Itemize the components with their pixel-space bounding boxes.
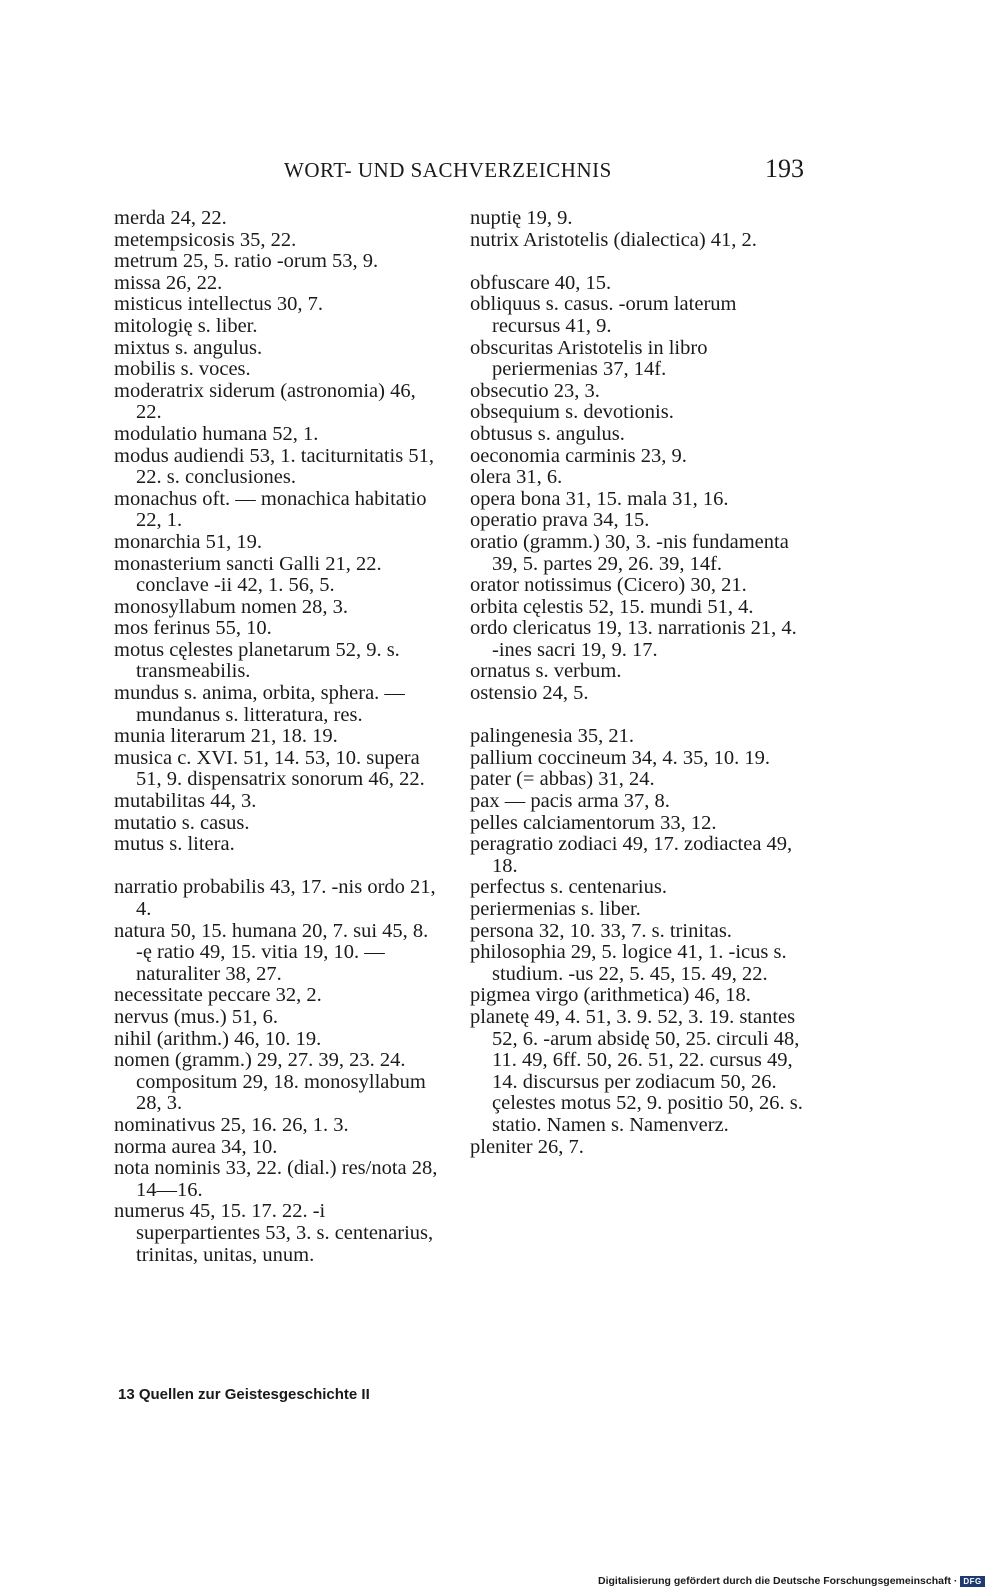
index-entry: obsecutio 23, 3. bbox=[470, 379, 600, 402]
index-column-left bbox=[114, 208, 446, 1266]
dfg-logo: DFG bbox=[960, 1576, 984, 1587]
index-entry: olera 31, 6. bbox=[470, 466, 563, 489]
index-entry: moderatrix siderum (astronomia) 46, 22. bbox=[114, 379, 416, 424]
index-entry: ordo clericatus 19, 13. narrationis 21, 4. -ines sacri 19, 9. 17. bbox=[470, 617, 797, 661]
index-entry: nuptię 19, 9. bbox=[470, 207, 573, 229]
index-entry: metempsicosis 35, 22. bbox=[114, 228, 297, 251]
index-entry: motus cęlestes planetarum 52, 9. s. transmeabilis. bbox=[114, 638, 400, 683]
index-entry: nomen (gramm.) 29, 27. 39, 23. 24. compositum 29, 18. monosyllabum 28, 3. bbox=[114, 1049, 426, 1115]
index-entry: obfuscare 40, 15. bbox=[470, 271, 612, 294]
index-entry: mos ferinus 55, 10. bbox=[114, 617, 272, 640]
index-entry: nihil (arithm.) 46, 10. 19. bbox=[114, 1027, 322, 1050]
index-entry: opera bona 31, 15. mala 31, 16. bbox=[470, 487, 729, 510]
index-entry: pallium coccineum 34, 4. 35, 10. 19. bbox=[470, 746, 771, 769]
index-entry: mixtus s. angulus. bbox=[114, 336, 263, 359]
signature-footer: 13 Quellen zur Geistesgeschichte II bbox=[118, 1386, 370, 1403]
index-entry: mutabilitas 44, 3. bbox=[114, 790, 257, 813]
index-entry: ornatus s. verbum. bbox=[470, 660, 622, 683]
index-entry: orator notissimus (Cicero) 30, 21. bbox=[470, 574, 747, 597]
index-column-right bbox=[470, 208, 805, 1158]
index-entry: orbita cęlestis 52, 15. mundi 51, 4. bbox=[470, 595, 754, 618]
index-entry: missa 26, 22. bbox=[114, 271, 223, 294]
index-entry: monarchia 51, 19. bbox=[114, 530, 263, 553]
index-entry: obtusus s. angulus. bbox=[470, 422, 625, 445]
section-gap bbox=[470, 705, 805, 727]
digitization-credit bbox=[598, 1575, 985, 1587]
index-entry: mitologię s. liber. bbox=[114, 314, 258, 337]
credit-text: Digitalisierung gefördert durch die Deutsche Forschungsgemeinschaft · bbox=[598, 1575, 958, 1587]
index-entry: persona 32, 10. 33, 7. s. trinitas. bbox=[470, 919, 732, 942]
index-entry: numerus 45, 15. 17. 22. -i superpartientes 53, 3. s. centenarius, trinitas, unitas, unum. bbox=[114, 1200, 434, 1266]
index-entry: palingenesia 35, 21. bbox=[470, 725, 634, 748]
index-entry: natura 50, 15. humana 20, 7. sui 45, 8. -ę ratio 49, 15. vitia 19, 10. — naturaliter 38, 27. bbox=[114, 919, 429, 985]
index-entry: monachus oft. — monachica habitatio 22, 1. bbox=[114, 487, 427, 532]
running-header bbox=[284, 154, 804, 188]
index-entry: perfectus s. centenarius. bbox=[470, 876, 667, 899]
index-entry: periermenias s. liber. bbox=[470, 898, 641, 920]
index-entry: philosophia 29, 5. logice 41, 1. -icus s. studium. -us 22, 5. 45, 15. 49, 22. bbox=[470, 941, 787, 985]
page-number: 193 bbox=[765, 154, 804, 183]
index-entry: norma aurea 34, 10. bbox=[114, 1135, 278, 1158]
index-entry: mutatio s. casus. bbox=[114, 811, 250, 834]
index-entry: modulatio humana 52, 1. bbox=[114, 422, 319, 445]
index-entry: narratio probabilis 43, 17. -nis ordo 21, 4. bbox=[114, 876, 436, 920]
index-entry: mundus s. anima, orbita, sphera. — mundanus s. litteratura, res. bbox=[114, 682, 405, 726]
index-entry: pelles calciamentorum 33, 12. bbox=[470, 811, 717, 834]
index-entry: planetę 49, 4. 51, 3. 9. 52, 3. 19. stantes 52, 6. -arum absidę 50, 25. circuli 48, 11. 49, 6ff. 50, 26. 51, 22. cursus 49, 14. discursus per zodiacum 50, 26. çelestes motus 52, 9. positio 50, 26. s. statio. Namen s. Namenverz. bbox=[470, 1005, 803, 1136]
index-entry: obliquus s. casus. -orum laterum recursus 41, 9. bbox=[470, 293, 737, 337]
index-entry: pleniter 26, 7. bbox=[470, 1135, 584, 1158]
section-gap bbox=[114, 856, 446, 878]
index-entry: musica c. XVI. 51, 14. 53, 10. supera 51, 9. dispensatrix sonorum 46, 22. bbox=[114, 746, 425, 791]
section-gap bbox=[470, 251, 805, 273]
index-entry: monasterium sancti Galli 21, 22. conclave -ii 42, 1. 56, 5. bbox=[114, 552, 382, 597]
index-entry: munia literarum 21, 18. 19. bbox=[114, 725, 338, 748]
index-entry: modus audiendi 53, 1. taciturnitatis 51, 22. s. conclusiones. bbox=[114, 444, 434, 489]
index-entry: operatio prava 34, 15. bbox=[470, 509, 650, 532]
index-entry: mutus s. litera. bbox=[114, 833, 235, 856]
index-entry: obscuritas Aristotelis in libro periermenias 37, 14f. bbox=[470, 336, 708, 381]
index-entry: necessitate peccare 32, 2. bbox=[114, 984, 322, 1007]
index-entry: metrum 25, 5. ratio -orum 53, 9. bbox=[114, 250, 379, 273]
index-entry: monosyllabum nomen 28, 3. bbox=[114, 595, 349, 618]
index-entry: mobilis s. voces. bbox=[114, 358, 251, 381]
index-entry: nominativus 25, 16. 26, 1. 3. bbox=[114, 1113, 349, 1136]
index-entry: obsequium s. devotionis. bbox=[470, 401, 674, 424]
index-entry: merda 24, 22. bbox=[114, 207, 227, 229]
index-entry: pater (= abbas) 31, 24. bbox=[470, 768, 655, 791]
index-entry: nutrix Aristotelis (dialectica) 41, 2. bbox=[470, 228, 757, 251]
index-entry: nota nominis 33, 22. (dial.) res/nota 28, 14—16. bbox=[114, 1157, 438, 1201]
index-entry: ostensio 24, 5. bbox=[470, 682, 589, 705]
running-title: WORT- UND SACHVERZEICHNIS bbox=[284, 158, 612, 182]
index-entry: pigmea virgo (arithmetica) 46, 18. bbox=[470, 984, 751, 1007]
index-entry: oratio (gramm.) 30, 3. -nis fundamenta 39, 5. partes 29, 26. 39, 14f. bbox=[470, 530, 789, 575]
index-entry: peragratio zodiaci 49, 17. zodiactea 49, 18. bbox=[470, 833, 793, 877]
index-entry: misticus intellectus 30, 7. bbox=[114, 293, 323, 316]
index-entry: oeconomia carminis 23, 9. bbox=[470, 444, 687, 467]
index-entry: pax — pacis arma 37, 8. bbox=[470, 790, 670, 813]
index-entry: nervus (mus.) 51, 6. bbox=[114, 1005, 278, 1028]
